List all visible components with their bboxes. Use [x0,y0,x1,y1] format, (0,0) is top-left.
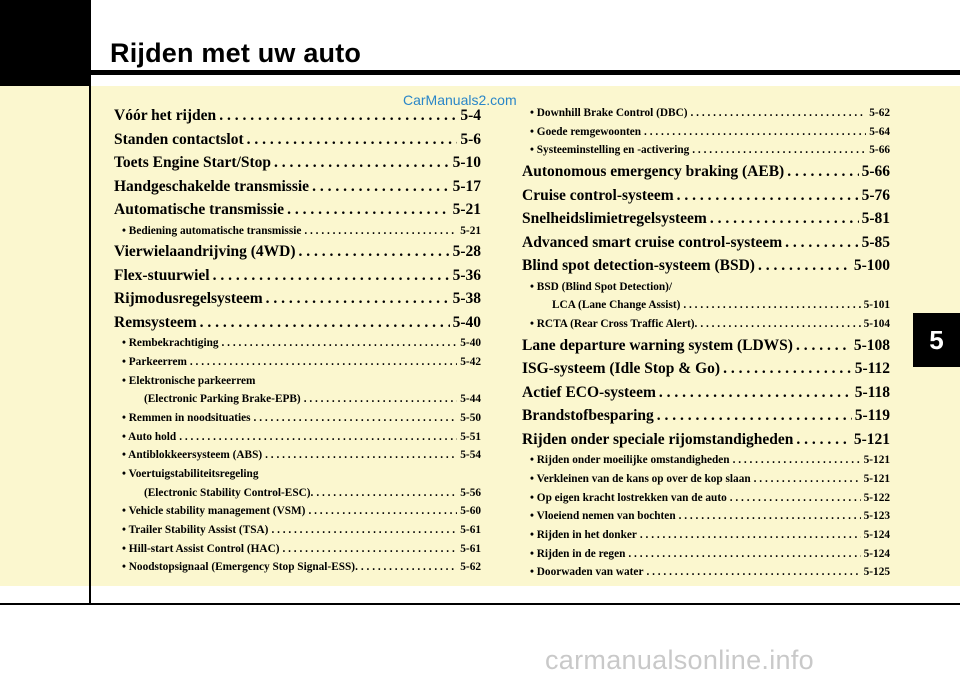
dot-leader [646,563,860,582]
dot-leader [683,296,860,315]
toc-entry-label: • Bediening automatische transmissie [122,224,302,237]
toc-subentry[interactable] [522,470,890,489]
toc-entry-label: Handgeschakelde transmissie [114,177,310,195]
title-underline [91,70,960,75]
toc-subentry[interactable] [522,451,890,470]
toc-page-number: 5-54 [460,449,481,462]
toc-page-number: 5-21 [460,224,481,237]
toc-entry[interactable] [522,381,890,405]
dot-leader [796,428,850,452]
toc-page-number: 5-42 [460,355,481,368]
dot-leader [266,287,450,311]
toc-subentry[interactable] [522,545,890,564]
dot-leader [640,526,861,545]
toc-page-number: 5-124 [863,547,890,560]
dot-leader [659,381,852,405]
dot-leader [787,160,858,184]
toc-page-number: 5-60 [460,505,481,518]
toc-subheading: • BSD (Blind Spot Detection)/ [530,280,673,293]
dot-leader [677,184,859,208]
toc-page-number: 5-6 [460,130,481,148]
toc-page-number: 5-101 [863,299,890,312]
toc-page-number: 5-123 [863,510,890,523]
toc-subheading: • Elektronische parkeerrem [122,374,256,387]
toc-entry-label: Rijmodusregelsysteem [114,290,263,308]
dot-leader [213,264,450,288]
corner-block [0,0,90,86]
toc-page-number: 5-50 [460,411,481,424]
dot-leader [287,198,450,222]
toc-entry-label: Rijden onder speciale rijomstandigheden [522,430,794,448]
toc-subentry[interactable] [522,296,890,315]
toc-entry-label: • Downhill Brake Control (DBC) [530,107,688,119]
toc-entry-label: • Systeeminstelling en -activering [530,144,690,157]
toc-subentry[interactable] [114,390,481,409]
toc-page-number: 5-21 [452,201,481,218]
toc-subentry[interactable] [114,428,481,447]
toc-subentry[interactable] [522,563,890,582]
dot-leader [691,104,867,123]
toc-subentry[interactable] [522,141,890,160]
toc-entry-label: Toets Engine Start/Stop [114,154,272,171]
toc-page-number: 5-40 [460,337,481,350]
toc-entry-label: Remsysteem [114,313,197,331]
toc-page-number: 5-17 [452,177,481,195]
toc-page-number: 5-4 [460,107,481,124]
toc-subentry[interactable] [522,489,890,508]
left-margin-rule [89,0,91,605]
dot-leader [723,357,852,381]
toc-page-number: 5-66 [869,144,890,157]
toc-page-number: 5-121 [853,430,890,448]
toc-subentry[interactable] [114,502,481,521]
toc-entry-label: Brandstofbesparing [522,407,654,425]
dot-leader [179,428,457,447]
toc-entry[interactable] [114,311,481,335]
toc-entry-label: Lane departure warning system (LDWS) [522,336,793,354]
toc-page-number: 5-119 [854,407,890,425]
toc-page-number: 5-38 [452,290,481,308]
toc-page-number: 5-62 [869,107,890,119]
toc-entry-label: Standen contactslot [114,130,244,148]
toc-page-number: 5-104 [863,317,890,330]
toc-page-number: 5-118 [854,383,890,401]
toc-entry[interactable] [522,231,890,255]
dot-leader [304,222,457,241]
toc-entry-label: • Antiblokkeersysteem (ABS) [122,449,263,462]
dot-leader [679,507,861,526]
toc-entry-label: Vóór het rijden [114,107,217,124]
toc-subentry[interactable] [114,409,481,428]
toc-entry-label: • Rijden in de regen [530,547,626,560]
toc-subheading: • Voertuigstabiliteitsregeling [122,468,259,480]
toc-page-number: 5-51 [460,430,481,443]
toc-entry[interactable] [522,428,890,452]
dot-leader [316,484,457,503]
toc-page-number: 5-85 [861,233,890,251]
toc-entry[interactable] [114,240,481,264]
dot-leader [283,540,458,559]
toc-subentry[interactable] [522,315,890,334]
toc-entry-label: Autonomous emergency braking (AEB) [522,163,785,181]
toc-subentry[interactable] [114,222,481,241]
toc-entry-label: • Rijden onder moeilijke omstandigheden [530,454,730,467]
toc-page-number: 5-125 [863,566,890,579]
dot-leader [758,254,851,278]
toc-entry-label: • RCTA (Rear Cross Traffic Alert). [530,317,698,330]
dot-leader [299,240,450,264]
toc-entry-label: • Parkeerrem [122,355,187,368]
toc-entry[interactable] [114,128,481,152]
dot-leader [274,151,450,175]
toc-page-number: 5-40 [452,313,481,331]
toc-entry-label: Vierwielaandrijving (4WD) [114,243,296,261]
chapter-tab[interactable]: 5 [913,313,960,367]
toc-subentry[interactable] [114,558,481,577]
toc-entry-label: • Vloeiend nemen van bochten [530,510,676,523]
toc-page-number: 5-61 [460,524,481,537]
toc-entry-label: • Remmen in noodsituaties [122,411,251,424]
toc-entry[interactable] [114,151,481,175]
dot-leader [692,141,866,160]
dot-leader [312,175,450,199]
dot-leader [796,334,851,358]
toc-entry-label: • Doorwaden van water [530,566,644,579]
toc-subentry[interactable] [114,446,481,465]
toc-subentry[interactable] [522,104,890,123]
dot-leader [700,315,860,334]
toc-column-left [114,104,481,577]
toc-entry-label: LCA (Lane Change Assist) [552,299,681,312]
watermark-top[interactable]: CarManuals2.com [403,92,517,108]
dot-leader [754,470,861,489]
watermark-bottom: carmanualsonline.info [545,645,814,675]
toc-entry-label: • Goede remgewoonten [530,125,642,138]
toc-entry[interactable] [114,175,481,199]
toc-entry[interactable] [522,160,890,184]
toc-entry[interactable] [522,254,890,278]
toc-entry[interactable] [114,264,481,288]
dot-leader [733,451,861,470]
toc-subentry[interactable] [114,540,481,559]
page-title: Rijden met uw auto [110,38,362,68]
toc-subentry[interactable] [522,123,890,142]
dot-leader [657,404,852,428]
toc-page-number: 5-121 [863,454,890,467]
toc-entry-label: Actief ECO-systeem [522,383,656,401]
toc-entry[interactable] [114,287,481,311]
toc-entry-label: • Rembekrachtiging [122,337,219,350]
bottom-rule [0,603,960,605]
toc-entry-label: Advanced smart cruise control-systeem [522,233,783,251]
toc-entry-label: Flex-stuurwiel [114,266,210,284]
toc-entry-label: • Trailer Stability Assist (TSA) [122,524,269,537]
toc-entry[interactable] [114,198,481,222]
toc-subentry[interactable] [114,484,481,503]
dot-leader [265,446,457,465]
toc-entry-label: Snelheidslimietregelsysteem [522,210,707,228]
toc-entry-label: • Noodstopsignaal (Emergency Stop Signal-ESS). [122,561,358,574]
toc-entry-label: ISG-systeem (Idle Stop & Go) [522,360,721,378]
toc-entry-label: • Op eigen kracht lostrekken van de auto [530,491,727,504]
dot-leader [200,311,450,335]
dot-leader [190,353,457,372]
toc-entry[interactable] [522,404,890,428]
toc-page-number: 5-62 [460,561,481,574]
dot-leader [308,502,457,521]
toc-entry-label: Automatische transmissie [114,201,285,218]
toc-page-number: 5-66 [861,163,890,181]
dot-leader [628,545,860,564]
toc-entry-label: • Hill-start Assist Control (HAC) [122,542,280,555]
toc-subentry[interactable] [114,521,481,540]
toc-entry-label: • Rijden in het donker [530,528,637,541]
dot-leader [730,489,861,508]
dot-leader [247,128,458,152]
toc-entry-label: Blind spot detection-systeem (BSD) [522,257,755,275]
toc-page-number: 5-81 [861,210,890,228]
dot-leader [304,390,458,409]
toc-entry[interactable] [522,184,890,208]
dot-leader [644,123,866,142]
dot-leader [271,521,457,540]
toc-subentry[interactable] [114,353,481,372]
toc-subentry[interactable] [114,334,481,353]
toc-page-number: 5-56 [460,486,481,499]
toc-page-number: 5-61 [460,542,481,555]
toc-page-number: 5-112 [854,360,890,378]
dot-leader [222,334,458,353]
dot-leader [785,231,858,255]
toc-entry-label: Cruise control-systeem [522,186,674,204]
toc-entry-label: • Vehicle stability management (VSM) [122,505,306,518]
toc-entry-label: • Verkleinen van de kans op over de kop slaan [530,472,751,485]
dot-leader [361,558,457,577]
toc-page-number: 5-36 [452,266,481,284]
toc-page-number: 5-76 [861,186,890,204]
toc-entry-label: (Electronic Stability Control-ESC). [144,486,314,499]
toc-page-number: 5-108 [853,336,890,354]
toc-page-number: 5-100 [853,257,890,275]
toc-entry[interactable] [522,357,890,381]
toc-column-right [522,104,890,582]
toc-entry-label: (Electronic Parking Brake-EPB) [144,393,301,406]
toc-page-number: 5-122 [863,491,890,504]
dot-leader [254,409,458,428]
toc-entry[interactable] [522,207,890,231]
toc-page-number: 5-64 [869,125,890,138]
toc-subentry[interactable] [522,507,890,526]
toc-page-number: 5-124 [863,528,890,541]
toc-page-number: 5-121 [863,472,890,485]
toc-subentry[interactable] [522,526,890,545]
toc-page-number: 5-10 [452,154,481,171]
toc-page-number: 5-28 [452,243,481,261]
dot-leader [710,207,859,231]
toc-entry[interactable] [522,334,890,358]
toc-page-number: 5-44 [460,393,481,406]
toc-entry-label: • Auto hold [122,430,177,443]
